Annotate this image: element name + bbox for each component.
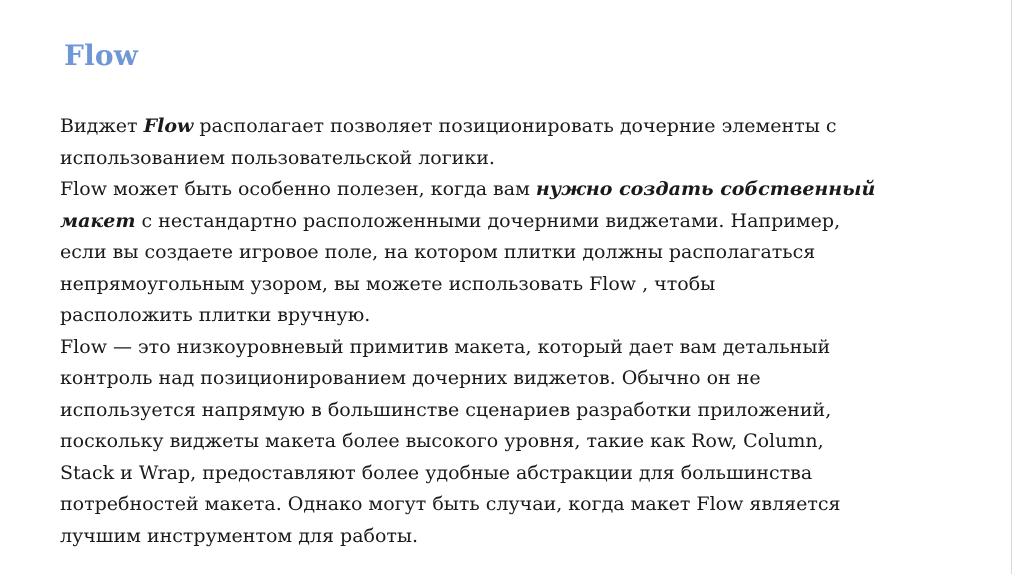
body-text-line — [60, 395, 920, 427]
body-text: Flow — это низкоуровневый примитив макета, который дает вам детальный — [60, 335, 831, 358]
body-text-line — [60, 237, 920, 269]
emphasis-text: нужно создать собственный — [535, 178, 876, 200]
body-text-line — [60, 426, 920, 458]
body-text-line — [60, 489, 920, 521]
body-text-line — [60, 300, 920, 332]
slide-body — [60, 111, 920, 552]
body-text-line — [60, 269, 920, 301]
body-text: Виджет — [60, 115, 144, 137]
body-text: располагает позволяет позиционировать дочерние элементы с — [193, 115, 837, 137]
body-text-line — [60, 206, 920, 238]
body-text: поскольку виджеты макета более высокого уровня, такие как Row, Column, — [60, 430, 824, 452]
body-text: с нестандартно расположенными дочерними виджетами. Например, — [135, 209, 841, 232]
body-text: Flow может быть особенно полезен, когда вам — [60, 178, 536, 200]
emphasis-text: Flow — [143, 115, 194, 137]
emphasis-text: макет — [60, 209, 136, 232]
slide-title: Flow — [64, 39, 139, 72]
body-text: лучшим инструментом для работы. — [60, 524, 419, 547]
body-text: потребностей макета. Однако могут быть случаи, когда макет Flow является — [60, 493, 841, 515]
body-text-line — [60, 111, 920, 143]
body-text: расположить плитки вручную. — [60, 304, 371, 326]
body-text: непрямоугольным узором, вы можете использовать Flow , чтобы — [60, 272, 716, 295]
body-text-line — [60, 521, 920, 553]
body-text-line — [60, 363, 920, 395]
body-text: контроль над позиционированием дочерних виджетов. Обычно он не — [60, 367, 761, 389]
body-text-line — [60, 458, 920, 490]
body-text: используется напрямую в большинстве сценариев разработки приложений, — [60, 398, 832, 421]
body-text: использованием пользовательской логики. — [60, 146, 495, 169]
body-text-line — [60, 332, 920, 364]
body-text: Stack и Wrap, предоставляют более удобные абстракции для большинства — [60, 461, 813, 484]
body-text-line — [60, 143, 920, 175]
body-text: если вы создаете игровое поле, на котором плитки должны располагаться — [60, 241, 816, 263]
body-text-line — [60, 174, 920, 206]
slide-edge-divider — [1011, 0, 1012, 574]
